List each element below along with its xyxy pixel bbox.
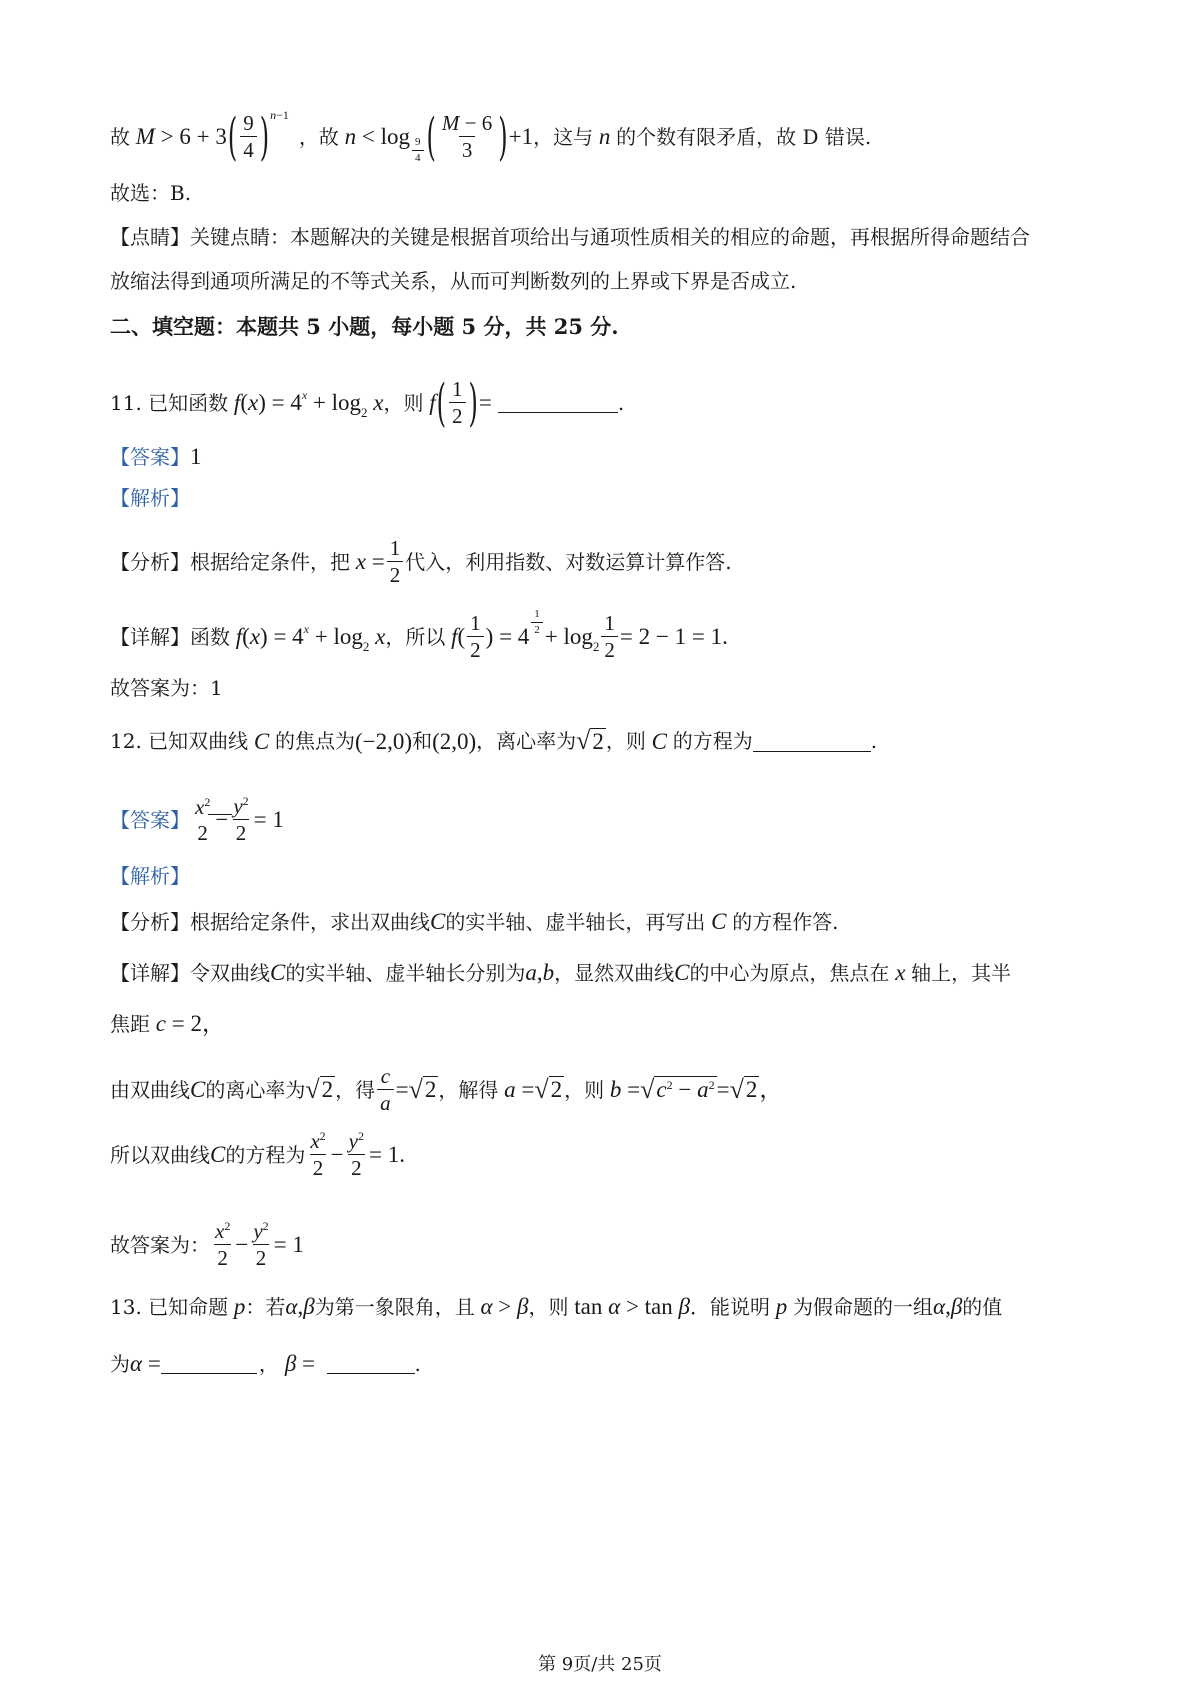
detail-12-line4: 所以双曲线 C 的方程为 $\frac{x^2}{2}$ − $\frac{y^2}{2}$ = 1.	[110, 1129, 405, 1181]
text: 【详解】	[110, 960, 190, 985]
text: 所以双曲线	[110, 1142, 210, 1167]
fraction: $\frac{9}{4}$	[240, 112, 257, 161]
answer-blank[interactable]	[753, 731, 871, 752]
question-13-line2: 为 α = ， β = .	[110, 1351, 421, 1376]
section-heading	[110, 316, 1110, 337]
answer-12: 【答案】 $x^2$ 2 − $\frac{y^2}{2}$ = 1	[110, 794, 284, 846]
line-choice	[110, 183, 1110, 203]
text: ，则	[605, 729, 646, 754]
beta-answer-blank[interactable]	[327, 1353, 415, 1374]
text: 故答案为：1	[110, 676, 223, 700]
final-answer-11	[110, 678, 1110, 698]
detail-12-line2: 焦距 c = 2，	[110, 1011, 225, 1036]
text: 故答案为：	[110, 1232, 210, 1257]
analysis-12: 【分析】 根据给定条件，求出双曲线 C 的实半轴、虚半轴长，再写出 C 的方程作答.	[110, 909, 839, 934]
text: 【解析】	[110, 864, 190, 888]
text: 【分析】	[110, 549, 190, 574]
text: 二、填空题：本题共 5 小题，每小题 5 分，共 25 分.	[110, 314, 619, 339]
detail-11: 【详解】 函数 $f(x) = 4^x + \log_2 x$ ，所以 f ( $\frac{1}{2}$ ) = 4 $\frac{1}{2}$ + $\log_2$ $\frac{1}{2}$ = 2 − 1 = 1.	[110, 607, 728, 663]
text: 为假命题的一组	[792, 1294, 933, 1319]
question-13: 13. 已知命题 p ：若 α , β 为第一象限角，且 α > β ，则 tan α > tan β ．能说明 p 为假命题的一组 α , β 的值	[110, 1294, 1003, 1319]
line-key-point-1	[110, 227, 1110, 247]
text: ，解得	[438, 1077, 499, 1102]
page-footer: 第 9页/共 25页	[538, 1654, 662, 1675]
text: 轴上，其半	[911, 960, 1012, 985]
detail-12-line3: 由双曲线 C 的离心率为 √ 2 ，得 $\frac{c}{a}$ = √ 2 ，解得 a = √ 2 ，则 b = √ $c^2 - a^2$ = √ 2 ，	[110, 1064, 783, 1116]
text: 的方程作答.	[732, 909, 839, 934]
text: ，离心率为	[476, 729, 577, 754]
text: 令双曲线	[190, 960, 270, 985]
text: .	[414, 1351, 421, 1376]
text: 故	[110, 124, 130, 149]
alpha-answer-blank[interactable]	[161, 1353, 257, 1374]
text: 的个数有限矛盾，故 D 错误.	[616, 124, 872, 149]
text: 的焦点为	[275, 729, 356, 754]
text: 和	[412, 729, 433, 754]
text: 的实半轴、虚半轴长分别为	[285, 960, 526, 985]
text: 根据给定条件，把	[190, 549, 350, 574]
text: 的方程为	[672, 729, 753, 754]
analysis-11: 【分析】 根据给定条件，把 x = $\frac{1}{2}$ 代入，利用指数、对数运算计算作答.	[110, 536, 732, 588]
analysis-tag-11	[110, 488, 1110, 508]
math: M > 6 + 3	[135, 124, 227, 150]
text: 11. 已知函数	[110, 390, 229, 415]
answer-tag: 【答案】	[110, 807, 190, 832]
text: ，得	[335, 1077, 376, 1102]
text: 的实半轴、虚半轴长，再写出	[445, 909, 706, 934]
text: 【详解】	[110, 624, 190, 649]
text: 的方程为	[225, 1142, 306, 1167]
text: .	[617, 390, 625, 415]
text: 根据给定条件，求出双曲线	[190, 909, 430, 934]
fraction: $\frac{M - 6}{3}$	[441, 111, 493, 163]
text: 代入，利用指数、对数运算计算作答.	[405, 549, 732, 574]
line-conclusion-d: 故 M > 6 + 3 ( $\frac{9}{4}$ ) n−1 ，故 n < log $\frac{9}{4}$ ( $\frac{M - 6}{3}$ ) +1 ，这与 n 的个数有限矛盾，故 D 错误.	[110, 107, 872, 166]
answer-tag: 【答案】	[110, 444, 190, 469]
text: 为	[110, 1351, 130, 1376]
analysis-tag-12	[110, 866, 1110, 886]
text: 的值	[962, 1294, 1003, 1319]
text: 由双曲线	[110, 1077, 190, 1102]
math: n < log	[344, 124, 411, 150]
text: ，故	[298, 124, 339, 149]
text: ，	[258, 1351, 279, 1376]
text: ，则	[528, 1294, 569, 1319]
text: 为第一象限角，且	[314, 1294, 475, 1319]
text: 【分析】	[110, 909, 190, 934]
question-11: 11. 已知函数 $f(x) = 4^x + \log_2 x$ ，则 f ( $\frac{1}{2}$ ) = .	[110, 373, 625, 432]
text: ，则	[383, 390, 424, 415]
text: 放缩法得到通项所满足的不等式关系，从而可判断数列的上界或下界是否成立.	[110, 269, 797, 293]
text: ：若	[245, 1294, 286, 1319]
text: ．能说明	[689, 1294, 770, 1319]
text: 焦距	[110, 1011, 150, 1036]
answer-value: 1	[190, 444, 202, 469]
text: 函数	[190, 624, 230, 649]
text: 【解析】	[110, 486, 190, 510]
text: 13. 已知命题	[110, 1294, 229, 1319]
answer-11	[110, 445, 1110, 468]
text: 的中心为原点，焦点在	[689, 960, 890, 985]
text: .	[870, 729, 878, 754]
text: 故选：B.	[110, 181, 192, 205]
text: ，所以	[385, 624, 446, 649]
text: ，这与	[533, 124, 594, 149]
line-key-point-2	[110, 271, 1110, 291]
text: 12. 已知双曲线	[110, 729, 249, 754]
text: 【点睛】关键点睛：本题解决的关键是根据首项给出与通项性质相关的相应的命题，再根据所得命题结合	[110, 225, 1030, 249]
question-12: 12. 已知双曲线 C 的焦点为 (−2,0) 和 (2,0) ，离心率为 √ 2 ，则 C 的方程为 .	[110, 726, 878, 756]
final-answer-12: 故答案为： $\frac{x^2}{2}$ − $\frac{y^2}{2}$ = 1	[110, 1219, 304, 1271]
text: ，显然双曲线	[554, 960, 675, 985]
detail-12-line1: 【详解】 令双曲线 C 的实半轴、虚半轴长分别为 a , b ，显然双曲线 C 的中心为原点，焦点在 x 轴上，其半	[110, 960, 1012, 985]
answer-blank[interactable]	[498, 392, 618, 413]
text: ，则	[564, 1077, 605, 1102]
text: 的离心率为	[205, 1077, 306, 1102]
